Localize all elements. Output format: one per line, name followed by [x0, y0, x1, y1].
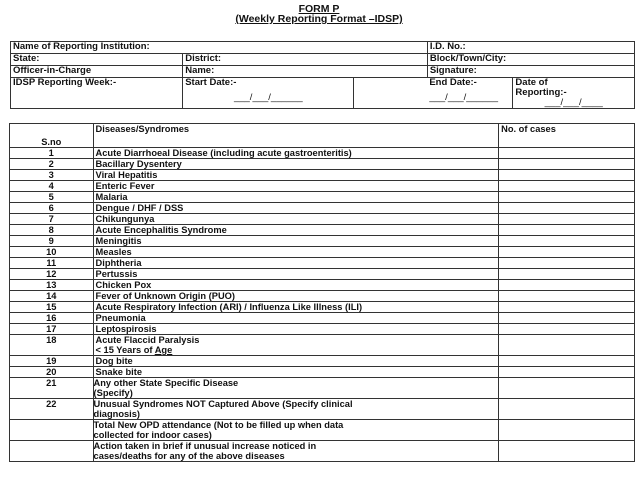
disease-cell — [93, 399, 499, 420]
action-taken-input[interactable] — [499, 441, 635, 462]
cases-input[interactable] — [499, 148, 635, 159]
form-subtitle: (Weekly Reporting Format –IDSP) — [235, 13, 403, 25]
disease-cell — [93, 378, 499, 399]
cases-input[interactable] — [499, 313, 635, 324]
cases-input[interactable] — [499, 203, 635, 214]
disease-cell: Measles — [93, 247, 499, 258]
disease-row — [10, 280, 635, 291]
disease-line — [96, 345, 497, 355]
action-line: cases/deaths for any of the above diseases — [93, 451, 285, 461]
action-line: Action taken in brief if unusual increase noticed in — [93, 441, 317, 451]
sno-cell: 7 — [10, 214, 94, 225]
disease-cell: Enteric Fever — [93, 181, 499, 192]
cases-input[interactable] — [499, 181, 635, 192]
cases-header: No. of cases — [499, 124, 635, 148]
opd-line: Total New OPD attendance (Not to be filled up when data — [93, 420, 344, 430]
block-town-city-field[interactable]: Block/Town/City: — [427, 54, 634, 66]
cases-input[interactable] — [499, 214, 635, 225]
opd-line: collected for indoor cases) — [93, 430, 212, 440]
disease-header: Diseases/Syndromes — [93, 124, 499, 148]
start-date-input[interactable]: ___/___/______ — [183, 93, 354, 109]
disease-cell: Diphtheria — [93, 258, 499, 269]
age-prefix: < 15 Years of — [95, 345, 155, 355]
district-field[interactable]: District: — [183, 54, 428, 66]
cases-input[interactable] — [499, 225, 635, 236]
sno-cell: 15 — [10, 302, 94, 313]
signature-field[interactable]: Signature: — [427, 66, 634, 78]
sno-header: S.no — [10, 124, 94, 148]
end-date-input[interactable]: ___/___/______ — [427, 93, 513, 109]
cases-input[interactable] — [499, 399, 635, 420]
disease-cell: Snake bite — [93, 367, 499, 378]
age-word: Age — [154, 345, 173, 355]
disease-line: Unusual Syndromes NOT Captured Above (Specify clinical — [93, 399, 353, 409]
sno-cell: 21 — [10, 378, 94, 399]
disease-cell: Fever of Unknown Origin (PUO) — [93, 291, 499, 302]
disease-cell: Bacillary Dysentery — [93, 159, 499, 170]
sno-cell: 14 — [10, 291, 94, 302]
sno-cell: 16 — [10, 313, 94, 324]
disease-row — [10, 225, 635, 236]
sno-cell: 2 — [10, 159, 94, 170]
reporting-institution-field[interactable]: Name of Reporting Institution: — [11, 42, 428, 54]
form-title: FORM P — [298, 3, 340, 15]
disease-cell: Pertussis — [93, 269, 499, 280]
date-of-reporting-label: Date of Reporting:- — [515, 77, 567, 98]
id-no-field[interactable]: I.D. No.: — [427, 42, 634, 54]
disease-cell: Leptospirosis — [93, 324, 499, 335]
cases-input[interactable] — [499, 356, 635, 367]
disease-row — [10, 203, 635, 214]
sno-cell: 17 — [10, 324, 94, 335]
disease-row — [10, 214, 635, 225]
action-taken-label — [93, 441, 499, 462]
sno-cell: 10 — [10, 247, 94, 258]
cases-input[interactable] — [499, 302, 635, 313]
disease-cell: Dengue / DHF / DSS — [93, 203, 499, 214]
sno-cell: 13 — [10, 280, 94, 291]
cases-input[interactable] — [499, 291, 635, 302]
sno-cell: 19 — [10, 356, 94, 367]
opd-attendance-label — [93, 420, 499, 441]
disease-line: Any other State Specific Disease — [93, 378, 239, 388]
disease-line: Acute Flaccid Paralysis — [95, 335, 200, 345]
sno-cell: 1 — [10, 148, 94, 159]
cases-input[interactable] — [499, 324, 635, 335]
sno-cell: 6 — [10, 203, 94, 214]
disease-cell: Pneumonia — [93, 313, 499, 324]
disease-cell: Acute Diarrhoeal Disease (including acute gastroenteritis) — [93, 148, 499, 159]
disease-cell: Viral Hepatitis — [93, 170, 499, 181]
end-date-label: End Date:- — [427, 78, 513, 94]
officer-in-charge-label: Officer-in-Charge — [11, 66, 183, 78]
disease-row — [10, 247, 635, 258]
disease-cell: Chicken Pox — [93, 280, 499, 291]
cases-input[interactable] — [499, 258, 635, 269]
disease-cell: Acute Respiratory Infection (ARI) / Influenza Like Illness (ILI) — [93, 302, 499, 313]
disease-row — [10, 291, 635, 302]
reporting-week-label: IDSP Reporting Week:- — [11, 78, 183, 109]
date-of-reporting-input[interactable]: ___/___/____ — [544, 97, 603, 108]
disease-row — [10, 313, 635, 324]
sno-cell: 12 — [10, 269, 94, 280]
disease-row — [10, 181, 635, 192]
disease-line: (Specify) — [93, 388, 133, 398]
disease-row — [10, 170, 635, 181]
cases-input[interactable] — [499, 159, 635, 170]
start-date-label: Start Date:- — [183, 78, 354, 94]
disease-row — [10, 269, 635, 280]
disease-row — [10, 148, 635, 159]
disease-row — [10, 236, 635, 247]
cases-input[interactable] — [499, 236, 635, 247]
sno-cell: 3 — [10, 170, 94, 181]
officer-name-field[interactable]: Name: — [183, 66, 428, 78]
disease-reporting-table — [9, 123, 635, 462]
disease-cell: Chikungunya — [93, 214, 499, 225]
cases-input[interactable] — [499, 247, 635, 258]
state-field[interactable]: State: — [11, 54, 183, 66]
cases-input[interactable] — [499, 378, 635, 399]
disease-cell: Dog bite — [93, 356, 499, 367]
sno-cell: 11 — [10, 258, 94, 269]
cases-input[interactable] — [499, 192, 635, 203]
sno-cell: 18 — [10, 335, 94, 356]
disease-row — [10, 324, 635, 335]
disease-cell: Meningitis — [93, 236, 499, 247]
disease-cell — [93, 335, 499, 356]
sno-cell: 8 — [10, 225, 94, 236]
cases-input[interactable] — [499, 367, 635, 378]
institution-info-table — [10, 41, 635, 109]
sno-cell: 22 — [10, 399, 94, 420]
cases-input[interactable] — [499, 269, 635, 280]
disease-line: diagnosis) — [93, 409, 141, 419]
sno-cell: 5 — [10, 192, 94, 203]
cases-input[interactable] — [499, 335, 635, 356]
sno-cell: 20 — [10, 367, 94, 378]
cases-input[interactable] — [499, 170, 635, 181]
cases-input[interactable] — [499, 280, 635, 291]
opd-attendance-input[interactable] — [499, 420, 635, 441]
disease-cell: Acute Encephalitis Syndrome — [93, 225, 499, 236]
disease-row — [10, 302, 635, 313]
sno-cell: 4 — [10, 181, 94, 192]
disease-row — [10, 258, 635, 269]
disease-cell: Malaria — [93, 192, 499, 203]
disease-row — [10, 192, 635, 203]
disease-row — [10, 159, 635, 170]
sno-cell: 9 — [10, 236, 94, 247]
